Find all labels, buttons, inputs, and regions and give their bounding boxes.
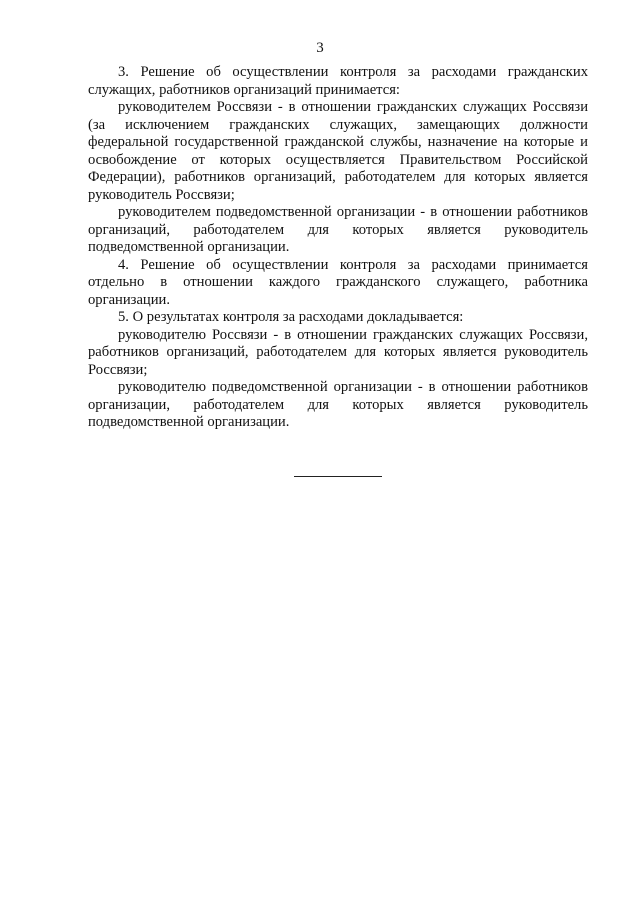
document-body	[88, 64, 588, 432]
paragraph-3-head-rossvyazi: руководителем Россвязи - в отношении гражданских служащих Россвязи (за исключением гражданских служащих, замещающих должности федеральной государственной гражданской службы, назначение на которые и освобождение от которых осуществляется Правительством Российской Федерации), работников организаций, работодателем для которых является руководитель Россвязи;	[88, 99, 588, 203]
paragraph-4-decision: 4. Решение об осуществлении контроля за расходами принимается отдельно в отношении каждого гражданского служащего, работника организации.	[88, 256, 588, 308]
paragraph-3-decision: 3. Решение об осуществлении контроля за расходами гражданских служащих, работников организаций принимается:	[88, 64, 588, 98]
paragraph-5-report: 5. О результатах контроля за расходами докладывается:	[118, 309, 464, 325]
page-number: 3	[316, 40, 324, 56]
end-separator-line	[294, 476, 382, 477]
paragraph-3-head-subordinate: руководителем подведомственной организации - в отношении работников организаций, работодателем для которых является руководитель подведомственной организации.	[88, 204, 588, 255]
paragraph-5-head-rossvyazi: руководителю Россвязи - в отношении гражданских служащих Россвязи, работников организаций, работодателем для которых является руководитель Россвязи;	[88, 326, 588, 378]
paragraph-5-head-subordinate: руководителю подведомственной организации - в отношении работников организации, работодателем для которых является руководитель подведомственной организации.	[88, 379, 588, 430]
